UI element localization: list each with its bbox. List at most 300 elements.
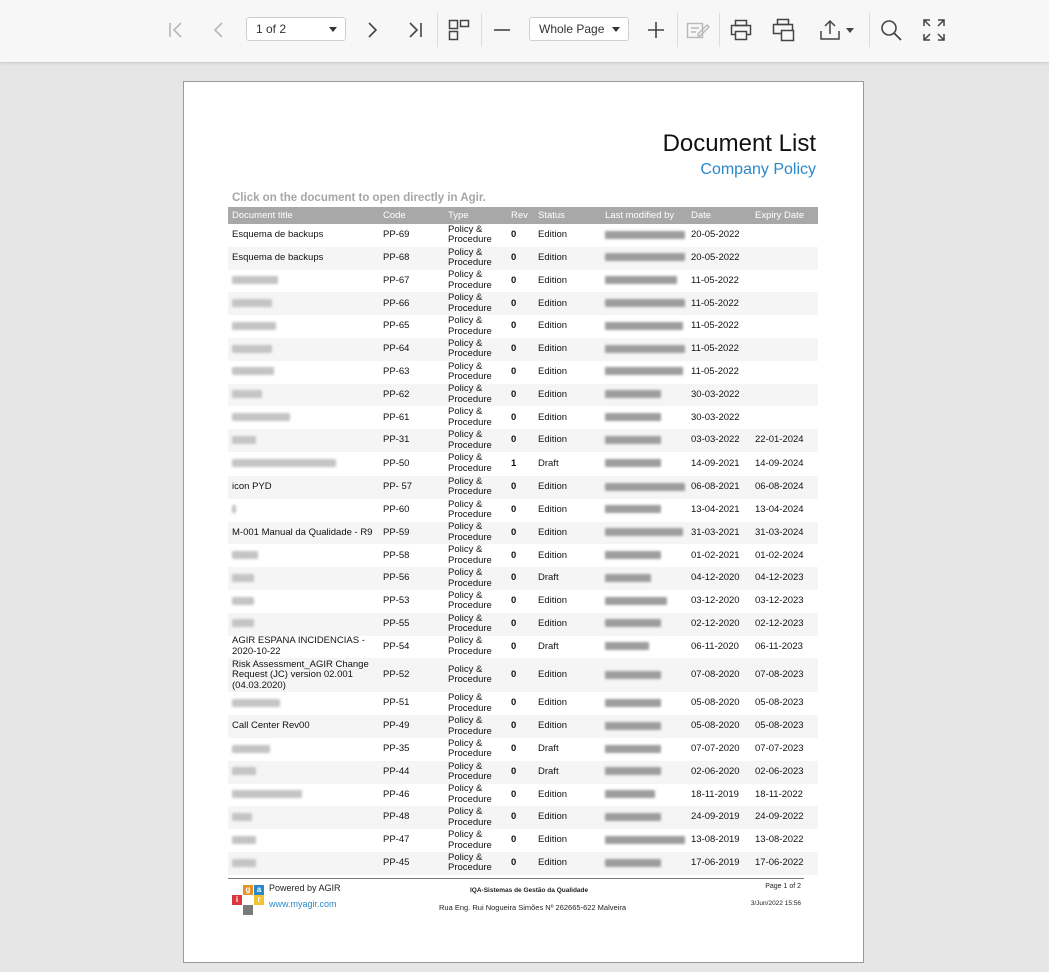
redacted-cell [601, 761, 687, 784]
toolbar-divider [481, 13, 482, 47]
redacted-cell [601, 567, 687, 590]
redacted-text [232, 597, 254, 605]
column-header: Status [534, 207, 601, 224]
cell-date: 17-06-2019 [687, 852, 751, 875]
print-button[interactable] [726, 15, 756, 45]
chevron-down-icon [329, 27, 337, 32]
redacted-text [605, 231, 685, 239]
cell-code: PP-60 [383, 503, 410, 515]
cell-expiry [751, 224, 818, 247]
cell-status: Edition [538, 503, 568, 515]
redacted-cell [601, 522, 687, 545]
previous-page-button[interactable] [204, 15, 234, 45]
table-row[interactable] [228, 429, 818, 452]
cell-status: Draft [538, 457, 559, 469]
chevron-left-icon [210, 21, 228, 39]
redacted-cell [601, 692, 687, 715]
redacted-cell [601, 590, 687, 613]
redacted-text [232, 345, 272, 353]
table-row[interactable] [228, 476, 818, 499]
redacted-cell [601, 499, 687, 522]
cell-title: icon PYD [228, 476, 379, 499]
cell-expiry: 31-03-2024 [751, 522, 818, 545]
redacted-cell [228, 270, 379, 293]
cell-title: AGIR ESPAÑA INCIDENCIAS - 2020-10-22 [232, 635, 365, 657]
cell-code: PP-63 [383, 365, 410, 377]
cell-expiry: 17-06-2022 [751, 852, 818, 875]
cell-expiry: 05-08-2023 [751, 715, 818, 738]
logo-letter: i [232, 895, 242, 905]
redacted-cell [601, 224, 687, 247]
table-row[interactable] [228, 692, 818, 715]
cell-date: 07-08-2020 [687, 658, 751, 692]
redacted-text [605, 859, 661, 867]
zoom-in-button[interactable] [641, 15, 671, 45]
cell-rev: 0 [511, 697, 517, 709]
cell-code: PP-53 [383, 595, 410, 607]
cell-status: Edition [534, 658, 601, 692]
page-number-select[interactable] [246, 17, 346, 41]
redacted-text [605, 722, 661, 730]
cell-title: Esquema de backups [228, 247, 379, 270]
cell-expiry [751, 338, 818, 361]
last-page-icon [406, 21, 424, 39]
company-address: Rua Eng. Rui Nogueira Simões Nº 262665-622 Malveira [439, 903, 627, 912]
redacted-cell [601, 429, 687, 452]
footer-divider [228, 878, 804, 879]
cell-code: PP-61 [383, 411, 410, 423]
search-button[interactable] [876, 15, 906, 45]
redacted-text [605, 276, 677, 284]
cell-type: Policy & Procedure [444, 806, 507, 829]
cell-rev: 0 [511, 834, 517, 846]
cell-type: Policy & Procedure [448, 406, 492, 428]
cell-date: 04-12-2020 [687, 567, 751, 590]
cell-code: PP-66 [379, 292, 444, 315]
redacted-cell [601, 476, 687, 499]
redacted-text [232, 390, 262, 398]
website-link[interactable]: www.myagir.com [269, 899, 337, 909]
redacted-cell [601, 452, 687, 476]
column-header: Type [444, 207, 507, 224]
cell-expiry: 07-07-2023 [755, 743, 804, 755]
cell-status: Draft [538, 640, 559, 652]
cell-expiry: 03-12-2023 [755, 595, 804, 607]
redacted-text [232, 299, 272, 307]
zoom-select[interactable] [529, 17, 629, 41]
cell-rev: 0 [507, 658, 534, 692]
page-number-value: 1 of 2 [256, 22, 287, 36]
cell-expiry: 02-12-2023 [751, 613, 818, 636]
redacted-text [605, 436, 661, 444]
table-row[interactable] [228, 224, 818, 247]
cell-code: PP-51 [383, 697, 410, 709]
last-page-button[interactable] [400, 15, 430, 45]
cell-status: Edition [534, 476, 601, 499]
redacted-cell [228, 384, 379, 407]
cell-date: 01-02-2021 [691, 549, 740, 561]
cell-code: PP-52 [379, 658, 444, 692]
cell-date: 07-07-2020 [691, 743, 740, 755]
redacted-cell [228, 692, 379, 715]
fullscreen-icon [923, 19, 945, 41]
toolbar-divider [677, 13, 678, 47]
cell-type: Policy & Procedure [444, 658, 507, 692]
multipage-icon [448, 19, 470, 41]
redacted-cell [228, 738, 379, 761]
cell-type: Policy & Procedure [448, 360, 492, 383]
zoom-out-button[interactable] [487, 15, 517, 45]
cell-status: Edition [534, 852, 601, 875]
cell-code: PP-69 [383, 229, 410, 241]
redacted-cell [601, 544, 687, 567]
cell-date: 18-11-2019 [691, 788, 739, 800]
cell-expiry [751, 384, 818, 407]
search-icon [880, 19, 902, 41]
chevron-down-icon [612, 27, 620, 32]
chevron-down-icon [846, 28, 854, 33]
cell-status: Edition [534, 522, 601, 545]
cell-code: PP- 57 [379, 476, 444, 499]
plus-icon [647, 21, 665, 39]
redacted-cell [228, 784, 379, 807]
cell-date: 30-03-2022 [687, 384, 751, 407]
redacted-text [232, 413, 290, 421]
redacted-text [605, 253, 685, 261]
redacted-cell [228, 292, 379, 315]
redacted-cell [228, 499, 379, 522]
column-header: Code [379, 207, 444, 224]
cell-date: 24-09-2019 [687, 806, 751, 829]
redacted-text [605, 483, 685, 491]
cell-type: Policy & Procedure [448, 635, 492, 657]
cell-type: Policy & Procedure [448, 692, 492, 714]
cell-date: 30-03-2022 [691, 411, 740, 423]
redacted-text [605, 413, 661, 421]
cell-rev: 0 [507, 715, 534, 738]
cell-status: Edition [538, 274, 568, 286]
table-row[interactable] [228, 613, 818, 636]
export-button[interactable] [816, 15, 856, 45]
cell-rev: 0 [511, 320, 517, 332]
cell-status: Edition [534, 338, 601, 361]
cell-title: Esquema de backups [232, 229, 324, 241]
table-row[interactable] [228, 361, 818, 384]
document-table [228, 207, 818, 875]
cell-rev: 0 [511, 549, 517, 561]
cell-expiry: 04-12-2023 [751, 567, 818, 590]
cell-status: Edition [534, 715, 601, 738]
table-row[interactable] [228, 852, 818, 875]
cell-type: Policy & Procedure [448, 224, 492, 246]
cell-expiry [751, 247, 818, 270]
table-row[interactable] [228, 499, 818, 522]
cell-rev: 0 [511, 274, 517, 286]
redacted-cell [228, 452, 379, 476]
table-row[interactable] [228, 406, 818, 429]
table-row[interactable] [228, 738, 818, 761]
redacted-cell [601, 270, 687, 293]
table-row[interactable] [228, 544, 818, 567]
cell-expiry: 02-06-2023 [751, 761, 818, 784]
cell-rev: 0 [511, 788, 517, 800]
edit-document-button[interactable] [683, 15, 713, 45]
cell-date: 06-08-2021 [687, 476, 751, 499]
cell-rev: 1 [511, 457, 517, 469]
cell-type: Policy & Procedure [448, 589, 492, 612]
page-number-label: Page 1 of 2 [765, 883, 801, 890]
table-row[interactable] [228, 658, 818, 692]
redacted-text [605, 322, 683, 330]
cell-status: Edition [534, 247, 601, 270]
cell-type: Policy & Procedure [448, 315, 492, 337]
cell-rev: 0 [511, 743, 517, 755]
redacted-text [605, 551, 661, 559]
redacted-text [232, 767, 256, 775]
column-header: Document title [228, 207, 379, 224]
cell-date: 02-06-2020 [687, 761, 751, 784]
cell-code: PP-50 [383, 457, 410, 469]
table-row[interactable] [228, 806, 818, 829]
cell-rev: 0 [507, 852, 534, 875]
logo-letter: a [254, 885, 264, 895]
cell-type: Policy & Procedure [444, 852, 507, 875]
cell-rev: 0 [507, 384, 534, 407]
cell-date: 03-12-2020 [691, 595, 740, 607]
cell-type: Policy & Procedure [448, 269, 492, 291]
cell-date: 11-05-2022 [691, 365, 739, 377]
multipage-view-button[interactable] [444, 15, 474, 45]
cell-status: Edition [534, 292, 601, 315]
redacted-cell [601, 738, 687, 761]
cell-expiry: 06-08-2024 [751, 476, 818, 499]
cell-rev: 0 [507, 292, 534, 315]
next-page-button[interactable] [357, 15, 387, 45]
redacted-cell [601, 384, 687, 407]
redacted-cell [228, 613, 379, 636]
table-row[interactable] [228, 384, 818, 407]
redacted-cell [601, 852, 687, 875]
cell-code: PP-55 [379, 613, 444, 636]
table-row[interactable] [228, 292, 818, 315]
cell-title: Call Center Rev00 [228, 715, 379, 738]
table-row[interactable] [228, 338, 818, 361]
redacted-text [605, 699, 661, 707]
logo-letter: g [243, 885, 253, 895]
cell-type: Policy & Procedure [444, 429, 507, 452]
redacted-cell [601, 292, 687, 315]
redacted-cell [601, 658, 687, 692]
cell-code: PP-35 [383, 743, 410, 755]
cell-type: Policy & Procedure [444, 761, 507, 784]
redacted-cell [601, 636, 687, 659]
cell-date: 03-03-2022 [687, 429, 751, 452]
cell-status: Edition [538, 229, 568, 241]
redacted-text [605, 790, 655, 798]
redacted-text [605, 299, 685, 307]
cell-expiry: 13-04-2024 [755, 503, 804, 515]
cell-status: Draft [534, 761, 601, 784]
redacted-text [232, 813, 252, 821]
redacted-cell [228, 315, 379, 338]
cell-rev: 0 [507, 429, 534, 452]
cell-expiry [751, 406, 818, 429]
print-timestamp: 3/Jun/2022 15:56 [750, 900, 801, 907]
cell-expiry: 18-11-2022 [755, 788, 803, 800]
cell-status: Draft [538, 743, 559, 755]
cell-code: PP-46 [383, 788, 410, 800]
table-row[interactable] [228, 715, 818, 738]
redacted-text [232, 505, 236, 513]
cell-status: Edition [534, 613, 601, 636]
cell-date: 11-05-2022 [691, 274, 739, 286]
redacted-cell [228, 361, 379, 384]
cell-type: Policy & Procedure [444, 384, 507, 407]
redacted-text [605, 528, 683, 536]
export-icon [819, 19, 843, 41]
cell-code: PP-47 [383, 834, 410, 846]
redacted-cell [228, 590, 379, 613]
redacted-cell [601, 247, 687, 270]
redacted-text [232, 459, 336, 467]
table-row[interactable] [228, 247, 818, 270]
redacted-text [605, 813, 661, 821]
cell-type: Policy & Procedure [444, 613, 507, 636]
redacted-text [232, 322, 276, 330]
zoom-value: Whole Page [539, 22, 605, 36]
redacted-text [232, 551, 258, 559]
redacted-cell [601, 406, 687, 429]
cell-code: PP-58 [383, 549, 410, 561]
redacted-cell [601, 829, 687, 852]
cell-status: Edition [534, 429, 601, 452]
toolbar-divider [437, 13, 438, 47]
print-page-button[interactable] [769, 15, 799, 45]
cell-status: Edition [538, 834, 568, 846]
redacted-text [232, 859, 256, 867]
cell-type: Policy & Procedure [444, 247, 507, 270]
redacted-text [232, 699, 280, 707]
redacted-cell [601, 315, 687, 338]
table-row[interactable] [228, 567, 818, 590]
redacted-cell [601, 806, 687, 829]
cell-rev: 0 [511, 595, 517, 607]
cell-type: Policy & Procedure [448, 544, 492, 566]
cell-rev: 0 [507, 567, 534, 590]
redacted-text [605, 390, 661, 398]
table-row[interactable] [228, 590, 818, 613]
cell-expiry: 22-01-2024 [751, 429, 818, 452]
cell-code: PP-48 [379, 806, 444, 829]
redacted-text [605, 345, 685, 353]
toolbar-divider [719, 13, 720, 47]
redacted-text [605, 767, 661, 775]
agir-logo [232, 885, 264, 915]
redacted-text [232, 790, 302, 798]
cell-status: Edition [538, 365, 568, 377]
table-row[interactable] [228, 315, 818, 338]
redacted-text [232, 367, 274, 375]
cell-expiry [751, 361, 818, 384]
fullscreen-button[interactable] [919, 15, 949, 45]
cell-date: 06-11-2020 [691, 640, 739, 652]
cell-rev: 0 [511, 365, 517, 377]
redacted-cell [228, 806, 379, 829]
column-header: Date [687, 207, 751, 224]
cell-type: Policy & Procedure [448, 783, 492, 805]
cell-rev: 0 [507, 761, 534, 784]
minus-icon [493, 21, 511, 39]
cell-status: Edition [538, 788, 568, 800]
cell-code: PP-68 [379, 247, 444, 270]
column-header: Rev [507, 207, 534, 224]
cell-type: Policy & Procedure [444, 567, 507, 590]
redacted-text [605, 642, 649, 650]
cell-expiry [751, 292, 818, 315]
redacted-text [232, 836, 256, 844]
company-name: IQA-Sistemas de Gestão da Qualidade [470, 887, 589, 894]
viewer-toolbar [0, 0, 1049, 62]
table-row[interactable] [228, 636, 818, 659]
cell-code: PP-64 [379, 338, 444, 361]
table-row[interactable] [228, 784, 818, 807]
cell-code: PP-44 [379, 761, 444, 784]
redacted-cell [228, 761, 379, 784]
redacted-text [232, 436, 256, 444]
redacted-cell [601, 613, 687, 636]
cell-rev: 0 [511, 640, 517, 652]
printer-icon [730, 19, 752, 41]
page-subtitle: Company Policy [700, 161, 816, 178]
cell-rev: 0 [511, 411, 517, 423]
cell-date: 20-05-2022 [687, 247, 751, 270]
cell-code: PP-59 [379, 522, 444, 545]
cell-code: PP-54 [383, 640, 410, 652]
redacted-text [605, 505, 661, 513]
cell-expiry: 24-09-2022 [751, 806, 818, 829]
chevron-right-icon [363, 21, 381, 39]
cell-type: Policy & Procedure [444, 292, 507, 315]
logo-letter: r [254, 895, 264, 905]
cell-date: 05-08-2020 [691, 697, 740, 709]
first-page-button[interactable] [161, 15, 191, 45]
first-page-icon [167, 21, 185, 39]
powered-by-text: Powered by AGIR [269, 883, 341, 893]
table-row[interactable] [228, 270, 818, 293]
table-row[interactable] [228, 829, 818, 852]
redacted-cell [601, 784, 687, 807]
redacted-cell [228, 852, 379, 875]
cell-expiry: 13-08-2022 [755, 834, 804, 846]
table-row[interactable] [228, 452, 818, 476]
cell-date: 11-05-2022 [691, 320, 739, 332]
table-row[interactable] [228, 761, 818, 784]
redacted-cell [228, 829, 379, 852]
table-row[interactable] [228, 522, 818, 545]
redacted-cell [228, 429, 379, 452]
cell-status: Edition [534, 806, 601, 829]
cell-expiry [751, 315, 818, 338]
cell-code: PP-56 [379, 567, 444, 590]
redacted-cell [228, 338, 379, 361]
cell-type: Policy & Procedure [444, 476, 507, 499]
cell-expiry: 14-09-2024 [755, 457, 804, 469]
cell-type: Policy & Procedure [444, 715, 507, 738]
column-header: Last modified by [601, 207, 687, 224]
cell-status: Edition [538, 411, 568, 423]
redacted-text [605, 574, 651, 582]
redacted-cell [601, 338, 687, 361]
